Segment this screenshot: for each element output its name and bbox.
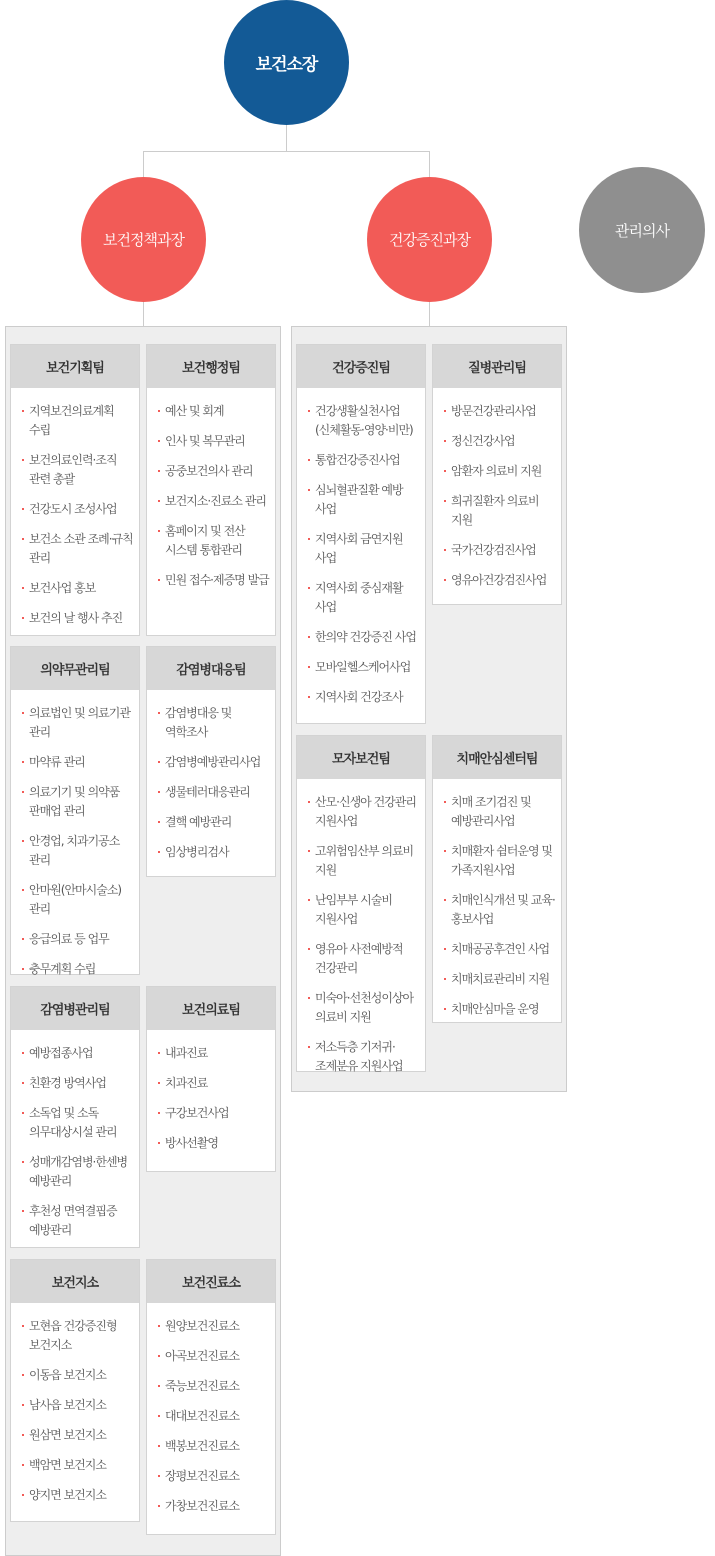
duty-item: 안경업, 치과기공소 관리 — [29, 832, 135, 870]
duty-item: 이동읍 보건지소 — [29, 1366, 135, 1385]
team-title: 모자보건팀 — [297, 736, 425, 779]
node-health-promotion-division-head — [367, 177, 492, 302]
duty-item: 가창보건진료소 — [165, 1497, 271, 1516]
duty-item: 보건사업 홍보 — [29, 579, 135, 598]
team-card-medical — [146, 986, 276, 1172]
duty-item: 원양보건진료소 — [165, 1317, 271, 1336]
team-title: 건강증진팀 — [297, 345, 425, 388]
team-duty-list — [11, 1030, 139, 1257]
node-label: 보건소장 — [255, 55, 318, 75]
node-managing-doctor — [579, 167, 705, 293]
duty-item: 백암면 보건지소 — [29, 1456, 135, 1475]
team-duty-list — [11, 690, 139, 996]
duty-item: 감염병예방관리사업 — [165, 753, 271, 772]
duty-item: 방사선촬영 — [165, 1134, 271, 1153]
team-title: 감염병대응팀 — [147, 647, 275, 690]
team-duty-list — [433, 779, 561, 1036]
duty-item: 치과진료 — [165, 1074, 271, 1093]
team-card-epidemic-response — [146, 646, 276, 877]
duty-item: 보건소 소관 조례·규칙 관리 — [29, 530, 135, 568]
duty-item: 예산 및 회계 — [165, 402, 271, 421]
team-title: 보건지소 — [11, 1260, 139, 1303]
duty-item: 치매 조기검진 및 예방관리사업 — [451, 793, 557, 831]
team-card-admin — [146, 344, 276, 636]
duty-item: 마약류 관리 — [29, 753, 135, 772]
team-duty-list — [433, 388, 561, 607]
duty-item: 심뇌혈관질환 예방 사업 — [315, 481, 421, 519]
duty-item: 임상병리검사 — [165, 843, 271, 862]
duty-item: 지역보건의료계획 수립 — [29, 402, 135, 440]
team-title: 치매안심센터팀 — [433, 736, 561, 779]
duty-item: 공중보건의사 관리 — [165, 462, 271, 481]
team-title: 질병관리팀 — [433, 345, 561, 388]
duty-item: 장평보건진료소 — [165, 1467, 271, 1486]
duty-item: 인사 및 복무관리 — [165, 432, 271, 451]
team-duty-list — [297, 779, 425, 1093]
connector-health-up — [429, 151, 430, 177]
duty-item: 희귀질환자 의료비 지원 — [451, 492, 557, 530]
team-duty-list — [11, 1303, 139, 1522]
duty-item: 홈페이지 및 전산 시스템 통합관리 — [165, 522, 271, 560]
connector-policy-up — [143, 151, 144, 177]
duty-item: 친환경 방역사업 — [29, 1074, 135, 1093]
team-title: 보건진료소 — [147, 1260, 275, 1303]
duty-item: 치매공공후견인 사업 — [451, 940, 557, 959]
duty-item: 통합건강증진사업 — [315, 451, 421, 470]
team-duty-list — [11, 388, 139, 645]
duty-item: 국가건강검진사업 — [451, 541, 557, 560]
team-card-planning — [10, 344, 140, 636]
duty-item: 미숙아·선천성이상아 의료비 지원 — [315, 989, 421, 1027]
connector-health-down — [429, 302, 430, 326]
duty-item: 예방접종사업 — [29, 1044, 135, 1063]
duty-item: 양지면 보건지소 — [29, 1486, 135, 1505]
node-label: 관리의사 — [615, 221, 669, 240]
duty-item: 감염병대응 및 역학조사 — [165, 704, 271, 742]
duty-item: 결핵 예방관리 — [165, 813, 271, 832]
duty-item: 영유아건강검진사업 — [451, 571, 557, 590]
team-title: 보건행정팀 — [147, 345, 275, 388]
node-health-center-director — [224, 0, 349, 125]
duty-item: 생물테러대응관리 — [165, 783, 271, 802]
duty-item: 응급의료 등 업무 — [29, 930, 135, 949]
duty-item: 지역사회 중심재활 사업 — [315, 579, 421, 617]
team-card-promotion — [296, 344, 426, 724]
team-card-disease — [432, 344, 562, 605]
duty-item: 의료기기 및 의약품 판매업 관리 — [29, 783, 135, 821]
team-title: 보건기획팀 — [11, 345, 139, 388]
connector-head-down — [286, 125, 287, 151]
duty-item: 모바일헬스케어사업 — [315, 658, 421, 677]
team-card-dementia — [432, 735, 562, 1023]
duty-item: 죽능보건진료소 — [165, 1377, 271, 1396]
node-policy-division-head — [81, 177, 206, 302]
duty-item: 저소득층 기저귀· 조제분유 지원사업 — [315, 1038, 421, 1076]
duty-item: 민원 접수·제증명 발급 — [165, 571, 271, 590]
team-duty-list — [297, 388, 425, 724]
duty-item: 치매인식개선 및 교육·홍보사업 — [451, 891, 557, 929]
duty-item: 건강생활실천사업 (신체활동·영양·비만) — [315, 402, 421, 440]
duty-item: 안마원(안마시술소) 관리 — [29, 881, 135, 919]
team-card-branch — [10, 1259, 140, 1522]
duty-item: 치매안심마을 운영 — [451, 1000, 557, 1019]
team-title: 의약무관리팀 — [11, 647, 139, 690]
team-title: 감염병관리팀 — [11, 987, 139, 1030]
duty-item: 모현읍 건강증진형 보건지소 — [29, 1317, 135, 1355]
team-duty-list — [147, 1303, 275, 1533]
duty-item: 대대보건진료소 — [165, 1407, 271, 1426]
team-card-maternal — [296, 735, 426, 1072]
duty-item: 남사읍 보건지소 — [29, 1396, 135, 1415]
duty-item: 충무계획 수립 — [29, 960, 135, 979]
duty-item: 보건지소·진료소 관리 — [165, 492, 271, 511]
duty-item: 치매환자 쉼터운영 및 가족지원사업 — [451, 842, 557, 880]
duty-item: 지역사회 금연지원 사업 — [315, 530, 421, 568]
team-card-infection — [10, 986, 140, 1248]
duty-item: 소독업 및 소독 의무대상시설 관리 — [29, 1104, 135, 1142]
duty-item: 내과진료 — [165, 1044, 271, 1063]
duty-item: 후천성 면역결핍증 예방관리 — [29, 1202, 135, 1240]
duty-item: 고위험임산부 의료비 지원 — [315, 842, 421, 880]
duty-item: 한의약 건강증진 사업 — [315, 628, 421, 647]
duty-item: 구강보건사업 — [165, 1104, 271, 1123]
duty-item: 백봉보건진료소 — [165, 1437, 271, 1456]
duty-item: 원삼면 보건지소 — [29, 1426, 135, 1445]
duty-item: 성매개감염병·한센병 예방관리 — [29, 1153, 135, 1191]
duty-item: 건강도시 조성사업 — [29, 500, 135, 519]
duty-item: 방문건강관리사업 — [451, 402, 557, 421]
duty-item: 보건의 날 행사 추진 — [29, 609, 135, 628]
duty-item: 영유아 사전예방적 건강관리 — [315, 940, 421, 978]
team-duty-list — [147, 690, 275, 879]
node-label: 보건정책과장 — [103, 231, 184, 249]
duty-item: 지역사회 건강조사 — [315, 688, 421, 707]
team-title: 보건의료팀 — [147, 987, 275, 1030]
duty-item: 아곡보건진료소 — [165, 1347, 271, 1366]
team-card-clinic — [146, 1259, 276, 1535]
duty-item: 치매치료관리비 지원 — [451, 970, 557, 989]
duty-item: 산모·신생아 건강관리 지원사업 — [315, 793, 421, 831]
duty-item: 보건의료인력·조직 관련 총괄 — [29, 451, 135, 489]
node-label: 건강증진과장 — [389, 231, 470, 249]
connector-policy-down — [143, 302, 144, 326]
connector-horizontal — [143, 151, 430, 152]
team-duty-list — [147, 388, 275, 607]
duty-item: 암환자 의료비 지원 — [451, 462, 557, 481]
duty-item: 의료법인 및 의료기관 관리 — [29, 704, 135, 742]
duty-item: 난임부부 시술비 지원사업 — [315, 891, 421, 929]
team-duty-list — [147, 1030, 275, 1170]
duty-item: 정신건강사업 — [451, 432, 557, 451]
team-card-pharma — [10, 646, 140, 975]
